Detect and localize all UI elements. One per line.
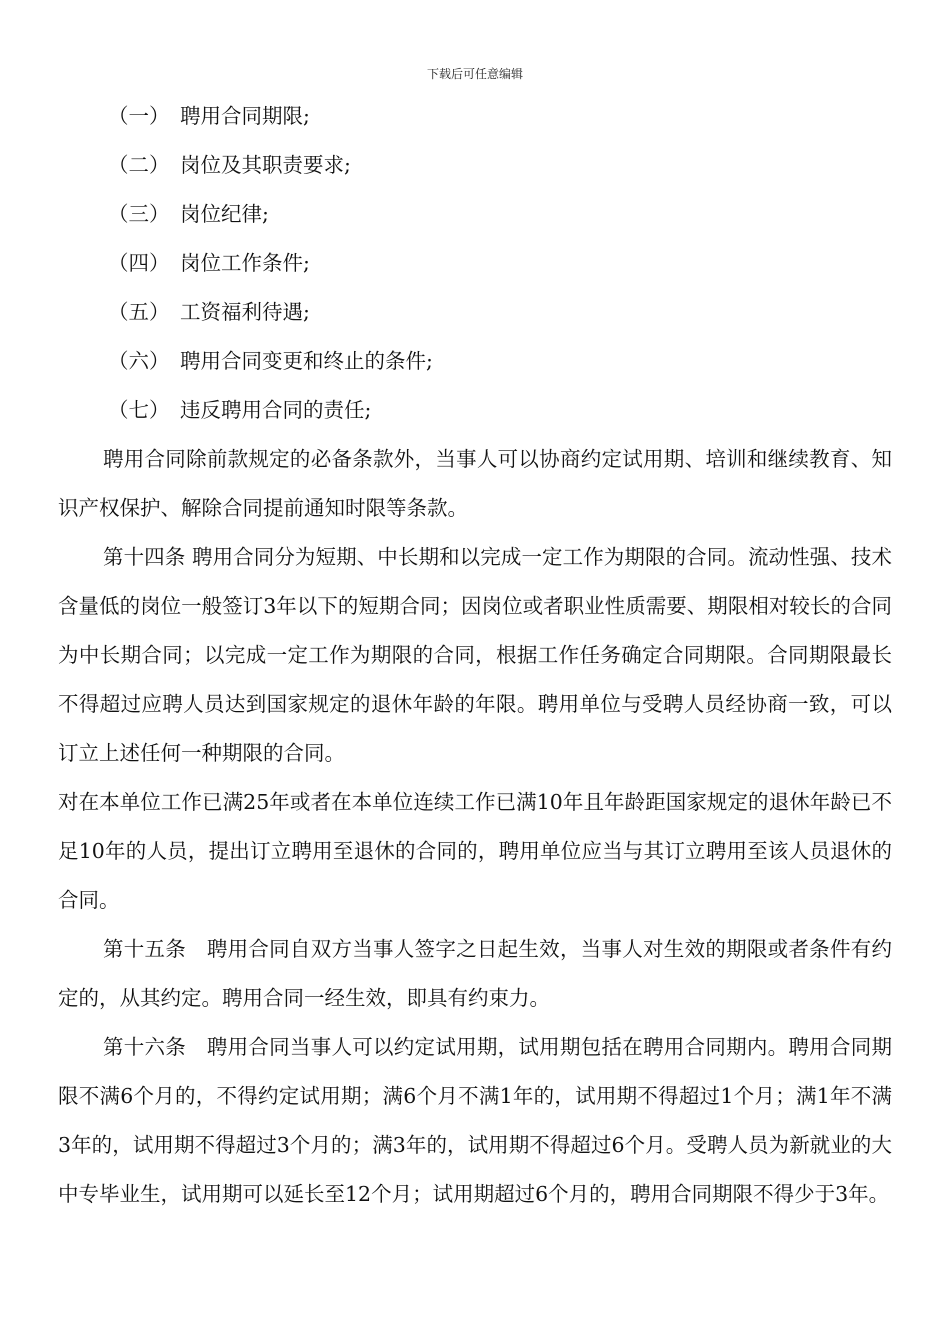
list-item — [58, 386, 892, 435]
paragraph-optional-clauses: 聘用合同除前款规定的必备条款外，当事人可以协商约定试用期、培训和继续教育、知识产权保护、解除合同提前通知时限等条款。 — [58, 447, 892, 520]
page-header: 下载后可任意编辑 — [426, 67, 523, 81]
list-item — [58, 190, 892, 239]
paragraph-retirement-contract: 对在本单位工作已满25年或者在本单位连续工作已满10年且年龄距国家规定的退休年龄已不足10年的人员，提出订立聘用至退休的合同的，聘用单位应当与其订立聘用至该人员退休的合同。 — [58, 790, 892, 912]
list-item-text: 岗位工作条件; — [180, 251, 310, 275]
list-item — [58, 141, 892, 190]
list-item-text: 聘用合同变更和终止的条件; — [180, 349, 433, 373]
list-item-number: （六） — [108, 349, 170, 373]
list-item-number: （七） — [108, 398, 170, 422]
list-item-number: （四） — [108, 251, 170, 275]
list-item-number: （一） — [108, 104, 170, 128]
document-body — [58, 92, 892, 1219]
list-item-text: 聘用合同期限; — [180, 104, 310, 128]
paragraph-article-16: 第十六条 聘用合同当事人可以约定试用期，试用期包括在聘用合同期内。聘用合同期限不满6个月的，不得约定试用期；满6个月不满1年的，试用期不得超过1个月；满1年不满3年的，试用期不得超过3个月的；满3年的，试用期不得超过6个月。受聘人员为新就业的大中专毕业生，试用期可以延长至12个月；试用期超过6个月的，聘用合同期限不得少于3年。 — [58, 1035, 892, 1206]
list-item — [58, 288, 892, 337]
list-item — [58, 239, 892, 288]
list-item-number: （三） — [108, 202, 170, 226]
paragraph-article-15: 第十五条 聘用合同自双方当事人签字之日起生效，当事人对生效的期限或者条件有约定的，从其约定。聘用合同一经生效，即具有约束力。 — [58, 937, 892, 1010]
list-item — [58, 337, 892, 386]
list-item-number: （二） — [108, 153, 170, 177]
list-item — [58, 92, 892, 141]
list-item-text: 岗位纪律; — [180, 202, 269, 226]
list-item-text: 岗位及其职责要求; — [180, 153, 351, 177]
paragraph-article-14: 第十四条 聘用合同分为短期、中长期和以完成一定工作为期限的合同。流动性强、技术含量低的岗位一般签订3年以下的短期合同；因岗位或者职业性质需要、期限相对较长的合同为中长期合同；以完成一定工作为期限的合同，根据工作任务确定合同期限。合同期限最长不得超过应聘人员达到国家规定的退休年龄的年限。聘用单位与受聘人员经协商一致，可以订立上述任何一种期限的合同。 — [58, 545, 892, 765]
list-item-text: 违反聘用合同的责任; — [180, 398, 372, 422]
list-item-text: 工资福利待遇; — [180, 300, 310, 324]
list-item-number: （五） — [108, 300, 170, 324]
